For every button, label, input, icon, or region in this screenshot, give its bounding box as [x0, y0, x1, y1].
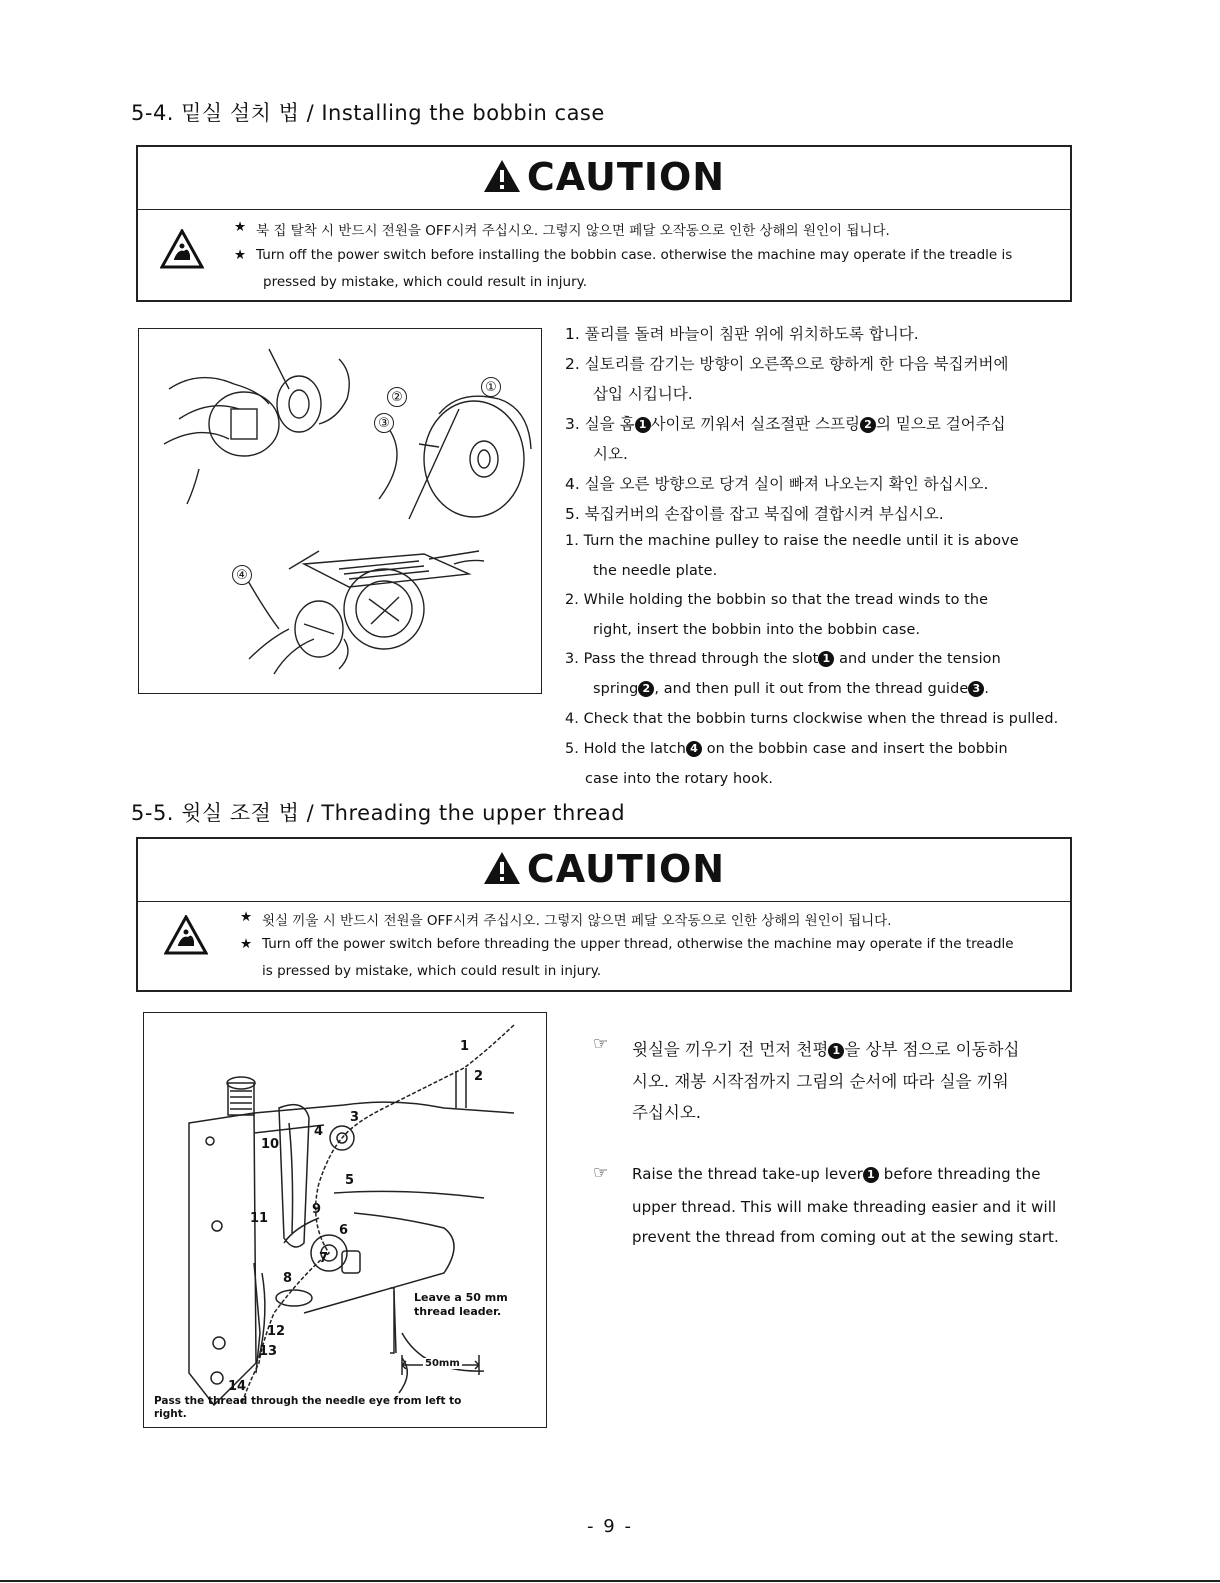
step-ko-3-cont: 시오. — [593, 445, 628, 463]
star-icon: ★ — [240, 909, 253, 925]
step-en-5: 5. Hold the latch 4 on the bobbin case and insert the bobbin — [565, 741, 1008, 757]
warning-triangle-icon — [483, 159, 521, 193]
caution-line-en: ★ Turn off the power switch before threading the upper thread, otherwise the machine may operate if the treadle — [240, 936, 1014, 952]
caution-line-ko: ★ 윗실 끼울 시 반드시 전원을 OFF시켜 주십시오. 그렇지 않으면 페달 오작동으로 인한 상해의 원인이 됩니다. — [240, 909, 892, 929]
caution-box-upper-thread — [136, 837, 1072, 992]
figure-number-13: 13 — [259, 1344, 278, 1359]
circled-number: 4 — [686, 741, 702, 757]
figure-number-7: 7 — [319, 1251, 329, 1266]
figure-number-5: 5 — [345, 1173, 355, 1188]
figure-number-14: 14 — [228, 1379, 247, 1394]
callout-2: ② — [387, 387, 407, 407]
star-icon: ★ — [234, 219, 247, 235]
bobbin-case-figure — [138, 328, 542, 694]
note-en-3: prevent the thread from coming out at the sewing start. — [632, 1228, 1059, 1246]
circled-number: 1 — [828, 1043, 844, 1059]
hand-hazard-icon — [160, 229, 204, 269]
step-en-2-cont: right, insert the bobbin into the bobbin case. — [593, 622, 921, 638]
step-ko-4: 4. 실을 오른 방향으로 당겨 실이 빠져 나오는지 확인 하십시오. — [565, 475, 989, 493]
threading-figure — [143, 1012, 547, 1428]
figure-number-8: 8 — [283, 1271, 293, 1286]
figure-number-1: 1 — [460, 1039, 470, 1054]
note-en-1: Raise the thread take-up lever 1 before threading the — [632, 1165, 1041, 1183]
caution-line-ko: ★ 북 집 탈착 시 반드시 전원을 OFF시켜 주십시오. 그렇지 않으면 페달 오작동으로 인한 상해의 원인이 됩니다. — [234, 219, 890, 239]
figure-number-12: 12 — [267, 1324, 286, 1339]
circled-number: 1 — [635, 417, 651, 433]
hand-hazard-icon — [164, 915, 208, 955]
step-ko-5: 5. 북집커버의 손잡이를 잡고 북집에 결합시켜 부십시오. — [565, 505, 944, 523]
leader-note: Leave a 50 mm thread leader. — [414, 1291, 508, 1318]
note-ko-3: 주십시오. — [632, 1103, 702, 1122]
circled-number: 2 — [860, 417, 876, 433]
step-en-5-cont: case into the rotary hook. — [585, 771, 774, 787]
step-en-1-cont: the needle plate. — [593, 563, 718, 579]
threading-illustration — [144, 1013, 548, 1429]
circled-number: 1 — [818, 651, 834, 667]
figure-number-11: 11 — [250, 1211, 269, 1226]
star-icon: ★ — [234, 247, 247, 263]
warning-triangle-icon — [483, 851, 521, 885]
note-ko-2: 시오. 재봉 시작점까지 그림의 순서에 따라 실을 끼워 — [632, 1072, 1009, 1091]
callout-1: ① — [481, 377, 501, 397]
step-ko-2: 2. 실토리를 감기는 방향이 오른쪽으로 향하게 한 다음 북집커버에 — [565, 355, 1009, 373]
caution-header — [138, 147, 1070, 210]
callout-4: ④ — [232, 565, 252, 585]
step-en-4: 4. Check that the bobbin turns clockwise when the thread is pulled. — [565, 711, 1059, 727]
note-en-2: upper thread. This will make threading easier and it will — [632, 1198, 1057, 1216]
callout-3: ③ — [374, 413, 394, 433]
caution-title — [138, 155, 1070, 199]
step-ko-2-cont: 삽입 시킵니다. — [593, 385, 693, 403]
figure-caption: Pass the thread through the needle eye from left to right. — [154, 1395, 462, 1420]
step-en-2: 2. While holding the bobbin so that the tread winds to the — [565, 592, 989, 608]
caution-line-en-cont: is pressed by mistake, which could result in injury. — [262, 963, 602, 979]
star-icon: ★ — [240, 936, 253, 952]
figure-number-6: 6 — [339, 1223, 349, 1238]
step-ko-1: 1. 풀리를 돌려 바늘이 침판 위에 위치하도록 합니다. — [565, 325, 919, 343]
step-ko-3: 3. 실을 홈 1 사이로 끼워서 실조절판 스프링 2 의 밑으로 걸어주십 — [565, 415, 1006, 433]
figure-number-10: 10 — [261, 1137, 280, 1152]
caution-title — [138, 847, 1070, 891]
circled-number: 2 — [638, 681, 654, 697]
page-number: - 9 - — [587, 1516, 633, 1537]
figure-number-2: 2 — [474, 1069, 484, 1084]
figure-number-4: 4 — [314, 1124, 324, 1139]
step-en-3-cont: spring 2 , and then pull it out from the thread guide 3 . — [593, 681, 990, 697]
figure-number-9: 9 — [312, 1202, 322, 1217]
pointing-hand-icon: ☞ — [593, 1163, 609, 1183]
caution-line-en-cont: pressed by mistake, which could result in injury. — [263, 274, 588, 290]
section-heading-upper-thread: 5-5. 윗실 조절 법 / Threading the upper thread — [131, 801, 626, 825]
caution-line-en: ★ Turn off the power switch before installing the bobbin case. otherwise the machine may operate if the treadle is — [234, 247, 1013, 263]
pointing-hand-icon: ☞ — [593, 1034, 609, 1054]
caution-header — [138, 839, 1070, 902]
page-bottom-rule — [0, 1580, 1220, 1582]
figure-number-3: 3 — [350, 1110, 360, 1125]
circled-number: 3 — [968, 681, 984, 697]
step-en-1: 1. Turn the machine pulley to raise the needle until it is above — [565, 533, 1019, 549]
step-en-3: 3. Pass the thread through the slot 1 and under the tension — [565, 651, 1001, 667]
caution-label: CAUTION — [526, 847, 726, 891]
section-heading-bobbin: 5-4. 밑실 설치 법 / Installing the bobbin case — [131, 101, 605, 125]
dimension-label: 50mm — [425, 1358, 460, 1369]
note-ko-1: 윗실을 끼우기 전 먼저 천평 1 을 상부 점으로 이동하십 — [632, 1040, 1020, 1059]
circled-number: 1 — [863, 1167, 879, 1183]
caution-box-bobbin — [136, 145, 1072, 302]
caution-label: CAUTION — [526, 155, 726, 199]
